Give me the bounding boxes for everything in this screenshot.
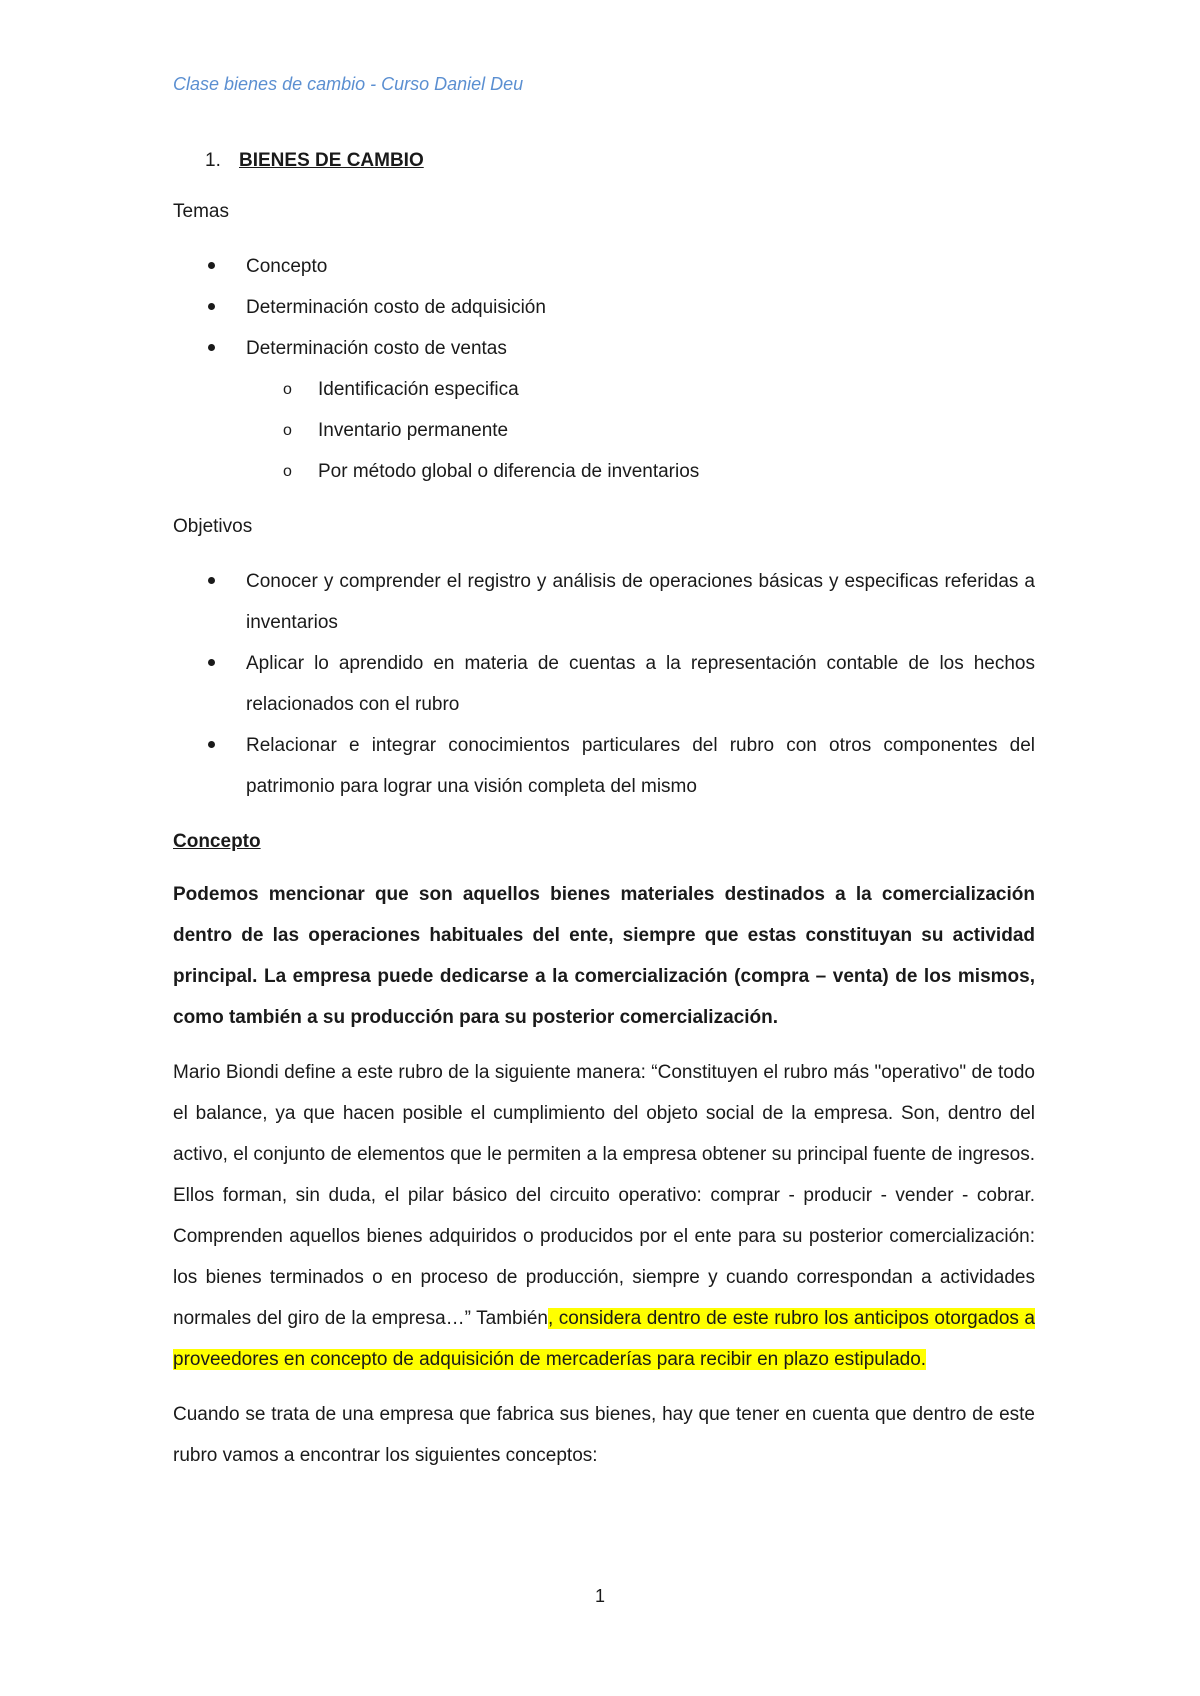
list-item bbox=[173, 287, 1035, 328]
list-item bbox=[173, 328, 1035, 369]
bullet-icon bbox=[208, 344, 215, 351]
section-title: BIENES DE CAMBIO bbox=[239, 150, 424, 171]
list-item-text: Determinación costo de adquisición bbox=[246, 297, 546, 318]
bullet-icon bbox=[208, 577, 215, 584]
circle-bullet-icon: o bbox=[283, 422, 292, 439]
list-item bbox=[173, 643, 1035, 725]
temas-label: Temas bbox=[173, 201, 229, 222]
concepto-heading: Concepto bbox=[173, 831, 261, 852]
temas-list bbox=[173, 246, 1035, 369]
concepto-definition: Podemos mencionar que son aquellos bienes materiales destinados a la comercialización dentro de las operaciones habituales del ente, siempre que estas constituyan su actividad principal. La empresa puede dedicarse a la comercialización (compra – venta) de los mismos, como también a su producción para su posterior comercialización. bbox=[173, 884, 1035, 1028]
list-item bbox=[173, 725, 1035, 807]
list-item-text: Determinación costo de ventas bbox=[246, 338, 507, 359]
highlighted-text: , considera dentro de este rubro los anticipos otorgados a proveedores en concepto de adquisición de mercaderías para recibir en plazo estipulado. bbox=[173, 1308, 1036, 1370]
sublist-item-text: Por método global o diferencia de inventarios bbox=[318, 461, 700, 482]
sublist-item bbox=[173, 451, 1035, 492]
page-number: 1 bbox=[594, 1586, 605, 1606]
objetivos-label: Objetivos bbox=[173, 516, 253, 537]
page-header: Clase bienes de cambio - Curso Daniel Deu bbox=[173, 74, 524, 94]
section-number: 1. bbox=[205, 150, 221, 171]
sublist-item bbox=[173, 410, 1035, 451]
list-item-text: Concepto bbox=[246, 256, 328, 277]
list-item bbox=[173, 561, 1035, 643]
bullet-icon bbox=[208, 659, 215, 666]
circle-bullet-icon: o bbox=[283, 463, 292, 480]
list-item-text: Relacionar e integrar conocimientos particulares del rubro con otros componentes del patrimonio para lograr una visión completa del mismo bbox=[246, 735, 1035, 797]
circle-bullet-icon: o bbox=[283, 381, 292, 398]
list-item-text: Conocer y comprender el registro y análisis de operaciones básicas y especificas referidas a inventarios bbox=[246, 571, 1035, 633]
bullet-icon bbox=[208, 741, 215, 748]
closing-paragraph: Cuando se trata de una empresa que fabrica sus bienes, hay que tener en cuenta que dentro de este rubro vamos a encontrar los siguientes conceptos: bbox=[173, 1404, 1035, 1466]
temas-sublist bbox=[173, 369, 1035, 492]
list-item-text: Aplicar lo aprendido en materia de cuentas a la representación contable de los hechos relacionados con el rubro bbox=[246, 653, 1035, 715]
bullet-icon bbox=[208, 303, 215, 310]
section-heading bbox=[173, 140, 1035, 181]
bullet-icon bbox=[208, 262, 215, 269]
sublist-item-text: Inventario permanente bbox=[318, 420, 509, 441]
objetivos-list bbox=[173, 561, 1035, 807]
page-content bbox=[173, 140, 1035, 1490]
sublist-item-text: Identificación especifica bbox=[318, 379, 519, 400]
biondi-paragraph bbox=[173, 1052, 1035, 1380]
list-item bbox=[173, 246, 1035, 287]
sublist-item bbox=[173, 369, 1035, 410]
biondi-quote: Mario Biondi define a este rubro de la siguiente manera: “Constituyen el rubro más "operativo" de todo el balance, ya que hacen posible el cumplimiento del objeto social de la empresa. Son, dentro del activo, el conjunto de elementos que le permiten a la empresa obtener su principal fuente de ingresos. Ellos forman, sin duda, el pilar básico del circuito operativo: comprar - producir - vender - cobrar. Comprenden aquellos bienes adquiridos o producidos por el ente para su posterior comercialización: los bienes terminados o en proceso de producción, siempre y cuando correspondan a actividades normales del giro de la empresa…” También bbox=[173, 1062, 1035, 1329]
